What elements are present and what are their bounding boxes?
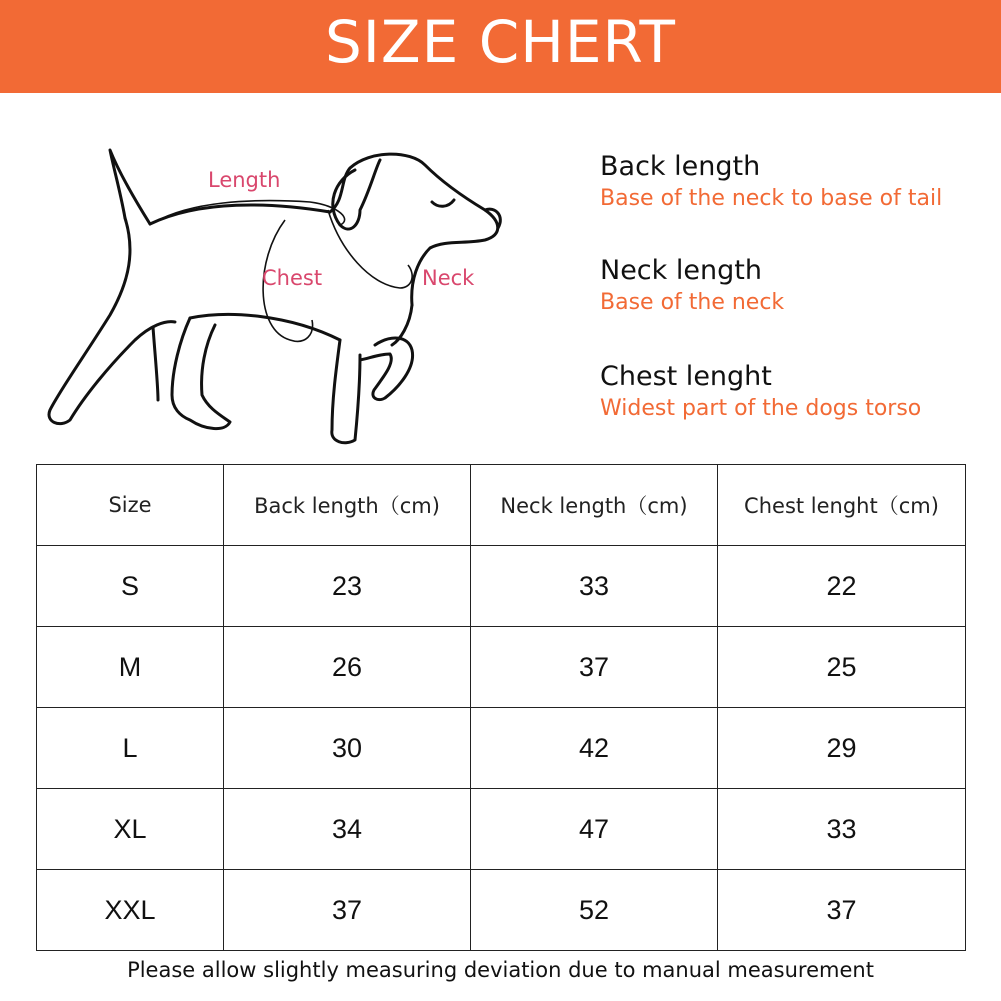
table-row — [37, 546, 966, 627]
neck-length-cell: 42 — [471, 708, 718, 789]
size-cell: M — [37, 627, 224, 708]
dog-diagram — [40, 140, 510, 450]
legend-back-length — [600, 150, 942, 214]
legend-title: Neck length — [600, 255, 762, 286]
size-cell: L — [37, 708, 224, 789]
title-banner — [0, 0, 1001, 93]
back-length-cell: 23 — [224, 546, 471, 627]
table-row — [37, 627, 966, 708]
neck-length-cell: 47 — [471, 789, 718, 870]
size-table — [36, 464, 966, 951]
chest-length-cell: 29 — [718, 708, 966, 789]
length-label: Length — [208, 168, 281, 192]
chest-label: Chest — [262, 266, 323, 290]
chest-length-cell: 22 — [718, 546, 966, 627]
back-length-cell: 26 — [224, 627, 471, 708]
back-length-cell: 34 — [224, 789, 471, 870]
back-length-cell: 37 — [224, 870, 471, 951]
neck-length-cell: 52 — [471, 870, 718, 951]
header-back-length: Back length（cm) — [224, 465, 471, 546]
neck-length-cell: 37 — [471, 627, 718, 708]
legend-chest-length — [600, 360, 921, 424]
header-chest-length: Chest lenght（cm) — [718, 465, 966, 546]
neck-label: Neck — [422, 266, 475, 290]
table-row — [37, 789, 966, 870]
table-header-row — [37, 465, 966, 546]
chest-length-cell: 37 — [718, 870, 966, 951]
size-cell: S — [37, 546, 224, 627]
size-cell: XL — [37, 789, 224, 870]
legend-title: Back length — [600, 151, 761, 182]
legend-description: Widest part of the dogs torso — [600, 396, 922, 421]
page-title: SIZE CHERT — [324, 8, 676, 76]
back-length-cell: 30 — [224, 708, 471, 789]
legend-title: Chest lenght — [600, 361, 772, 392]
chest-length-cell: 25 — [718, 627, 966, 708]
chest-length-cell: 33 — [718, 789, 966, 870]
table-row — [37, 870, 966, 951]
header-neck-length: Neck length（cm) — [471, 465, 718, 546]
neck-length-cell: 33 — [471, 546, 718, 627]
legend-neck-length — [600, 254, 784, 318]
table-row — [37, 708, 966, 789]
size-cell: XXL — [37, 870, 224, 951]
legend-description: Base of the neck to base of tail — [600, 186, 943, 211]
legend-description: Base of the neck — [600, 290, 785, 315]
header-size: Size — [37, 465, 224, 546]
measurement-disclaimer: Please allow slightly measuring deviation due to manual measurement — [127, 958, 874, 982]
